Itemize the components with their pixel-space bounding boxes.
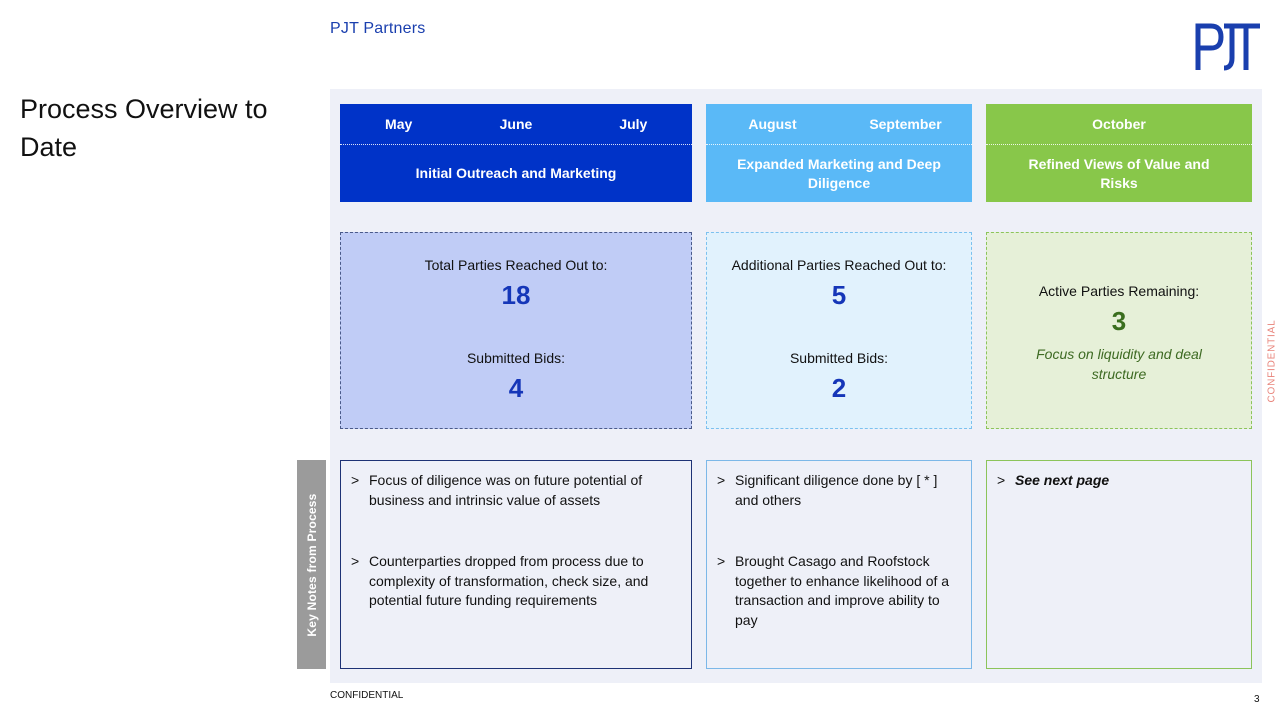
notes-box-3 <box>986 460 1252 669</box>
list-item <box>997 471 1241 491</box>
note-text: Brought Casago and Roofstock together to enhance likelihood of a transaction and improve ability to pay <box>735 553 950 628</box>
brand-name: PJT Partners <box>330 20 426 37</box>
confidential-side-label <box>1262 318 1280 404</box>
month-label: May <box>385 116 413 132</box>
pjt-logo <box>1194 22 1264 72</box>
stat-note: Focus on liquidity and deal structure <box>1036 346 1202 382</box>
list-item <box>717 471 961 510</box>
note-text: Significant diligence done by [ * ] and others <box>735 472 938 508</box>
bullet-marker: > <box>997 472 1006 488</box>
page-number: 3 <box>1254 694 1260 705</box>
phase-label: Expanded Marketing and Deep Diligence <box>737 155 941 191</box>
phase-label: Initial Outreach and Marketing <box>415 165 617 181</box>
stat-box-1 <box>340 232 692 429</box>
phase-months <box>340 104 692 145</box>
stat-label: Total Parties Reached Out to: <box>424 257 608 273</box>
pjt-logo-mark <box>1194 22 1264 72</box>
confidential-footer: CONFIDENTIAL <box>330 690 404 701</box>
phase-header-3 <box>986 104 1252 202</box>
month-label: September <box>869 116 942 132</box>
phase-label: Refined Views of Value and Risks <box>1028 155 1210 191</box>
notes-box-1 <box>340 460 692 669</box>
list-item <box>351 552 681 611</box>
key-notes-label: Key Notes from Process <box>304 492 319 637</box>
key-notes-sidebar <box>297 460 326 669</box>
bullet-marker: > <box>717 553 726 569</box>
stat-value: 5 <box>831 280 847 310</box>
stat-box-2 <box>706 232 972 429</box>
stat-label: Submitted Bids: <box>466 350 566 366</box>
phase-header-1 <box>340 104 692 202</box>
stat-value: 3 <box>1111 306 1127 336</box>
bullet-marker: > <box>717 472 726 488</box>
stat-box-3 <box>986 232 1252 429</box>
stat-label: Additional Parties Reached Out to: <box>731 257 947 273</box>
phase-header-2 <box>706 104 972 202</box>
stat-value: 4 <box>508 373 524 403</box>
list-item <box>351 471 681 510</box>
notes-box-2 <box>706 460 972 669</box>
month-label: August <box>748 116 797 132</box>
phase-months <box>706 104 972 145</box>
see-next-page-link[interactable]: See next page <box>1015 472 1110 488</box>
stat-label: Active Parties Remaining: <box>1038 283 1200 299</box>
month-label: June <box>499 116 533 132</box>
stat-value: 2 <box>831 373 847 403</box>
note-text: Counterparties dropped from process due to complexity of transformation, check size, and potential future funding requirements <box>369 553 649 608</box>
confidential-side-text: CONFIDENTIAL <box>1266 319 1278 403</box>
list-item <box>717 552 961 630</box>
bullet-marker: > <box>351 553 360 569</box>
page-title: Process Overview to Date <box>20 94 268 162</box>
bullet-marker: > <box>351 472 360 488</box>
note-text: Focus of diligence was on future potential of business and intrinsic value of assets <box>369 472 643 508</box>
stat-label: Submitted Bids: <box>789 350 889 366</box>
month-label: July <box>619 116 648 132</box>
phase-months <box>986 104 1252 145</box>
month-label: October <box>1092 116 1146 132</box>
stat-value: 18 <box>501 280 531 310</box>
